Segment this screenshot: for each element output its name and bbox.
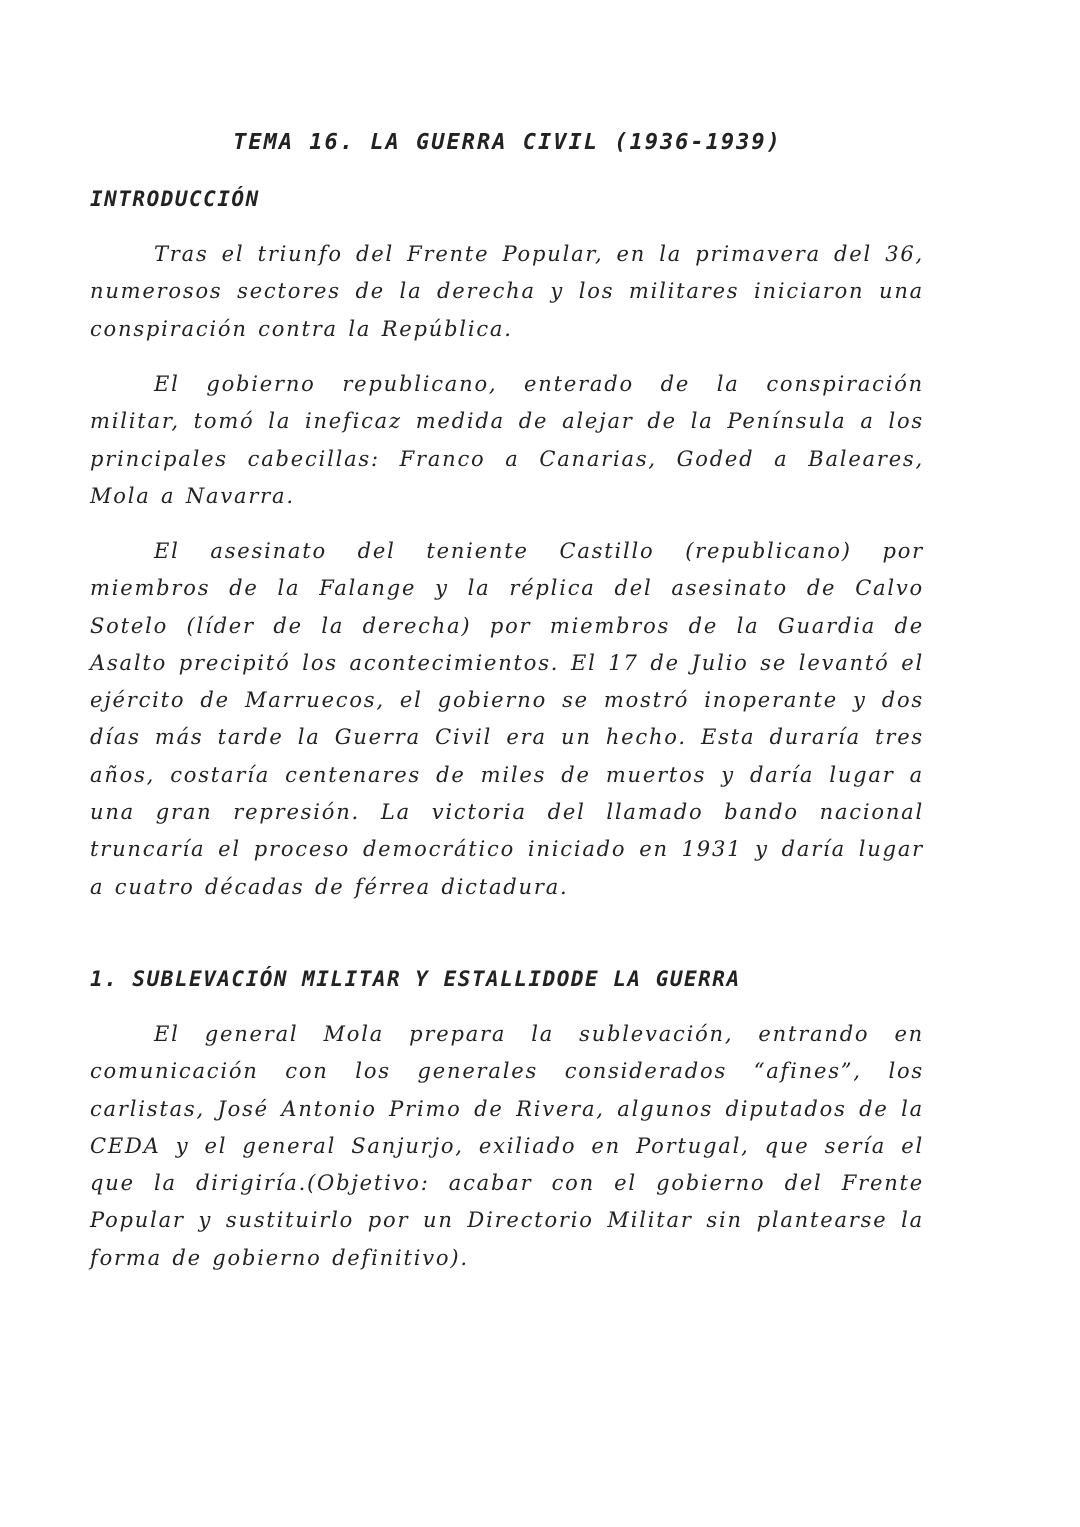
- section-heading-sublevacion: 1. SUBLEVACIÓN MILITAR Y ESTALLIDODE LA GUERRA: [90, 967, 741, 991]
- paragraph: El asesinato del teniente Castillo (republicano) por miembros de la Falange y la réplica del asesinato de Calvo Sotelo (líder de la derecha) por miembros de la Guardia de Asalto precipitó los acontecimientos. El 17 de Julio se levantó el ejército de Marruecos, el gobierno se mostró inoperante y dos días más tarde la Guerra Civil era un hecho. Esta duraría tres años, costaría centenares de miles de muertos y daría lugar a una gran represión. La victoria del llamado bando nacional truncaría el proceso democrático iniciado en 1931 y daría lugar a cuatro décadas de férrea dictadura.: [90, 539, 924, 899]
- paragraph: Tras el triunfo del Frente Popular, en la primavera del 36, numerosos sectores de la derecha y los militares iniciaron una conspiración contra la República.: [90, 242, 924, 341]
- section-heading-introduccion: INTRODUCCIÓN: [90, 187, 260, 211]
- paragraph: El general Mola prepara la sublevación, entrando en comunicación con los generales considerados “afines”, los carlistas, José Antonio Primo de Rivera, algunos diputados de la CEDA y el general Sanjurjo, exiliado en Portugal, que sería el que la dirigiría.(Objetivo: acabar con el gobierno del Frente Popular y sustituirlo por un Directorio Militar sin plantearse la forma de gobierno definitivo).: [90, 1022, 924, 1270]
- document-title: TEMA 16. LA GUERRA CIVIL (1936-1939): [233, 130, 782, 155]
- paragraph: El gobierno republicano, enterado de la conspiración militar, tomó la ineficaz medida de alejar de la Península a los principales cabecillas: Franco a Canarias, Goded a Baleares, Mola a Navarra.: [90, 372, 924, 508]
